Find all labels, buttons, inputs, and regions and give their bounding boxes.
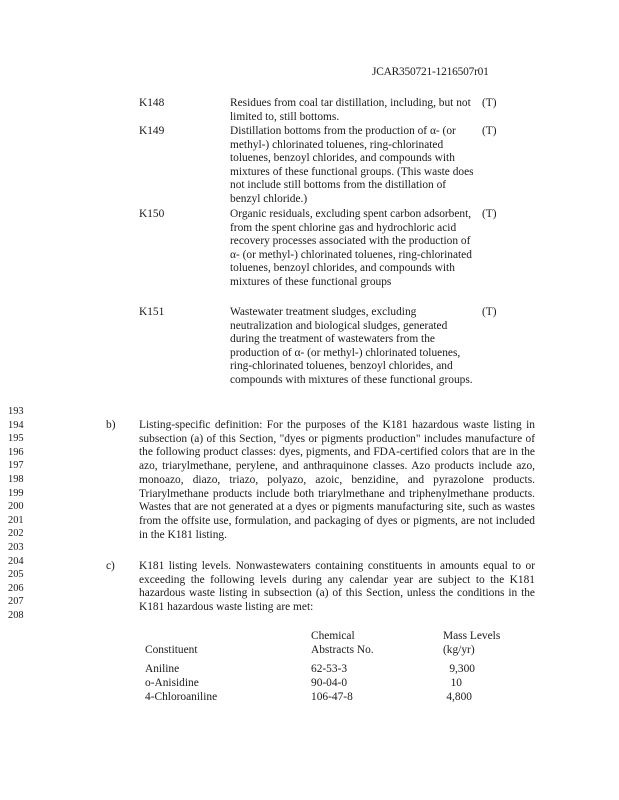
line-numbers [8,405,40,623]
line-number: 202 [8,528,24,540]
column-header-mass-line2: (kg/yr) [443,644,475,656]
table-cell-constituent: Aniline [145,663,180,675]
line-number: 201 [8,514,24,526]
hazard-code: (T) [482,125,497,137]
section-c-label: c) [106,560,115,572]
section-c-text: K181 listing levels. Nonwastewaters containing constituents in amounts equal to or exceeding the following levels during any calendar year are subject to the K181 hazardous waste listing in subsection (a) of this Section, unless the conditions in the K181 hazardous waste listing are met: [139,560,535,614]
column-header-cas-line2: Abstracts No. [311,644,374,656]
line-number: 208 [8,609,24,621]
waste-description: Distillation bottoms from the production of α- (or methyl-) chlorinated toluenes, ring-chlorinated toluenes, benzoyl chlorides, and compounds with mixtures of these functional groups. (This waste does not include still bottoms from the distillation of benzyl chloride.) [230,125,474,205]
column-header-mass-line1: Mass Levels [443,630,501,642]
table-cell-constituent: 4-Chloroaniline [145,691,218,703]
section-b-text: Listing-specific definition: For the purposes of the K181 hazardous waste listing in subsection (a) of this Section, "dyes or pigments production" includes manufacture of the following product classes: dyes, pigments, and FDA-certified colors that are in the azo, triarylmethane, perylene, and anthraquinone classes. Azo products include azo, monoazo, diazo, triazo, polyazo, azoic, benzidine, and pyrazolone products. Triarylmethane products include both triarylmethane and triphenylmethane products. Wastes that are not generated at a dyes or pigments manufacturing site, such as wastes from the offsite use, formulation, and packaging of dyes or pigments, are not included in the K181 listing. [139,419,535,541]
line-number: 207 [8,596,24,608]
waste-description: Wastewater treatment sludges, excluding neutralization and biological sludges, generated during the treatment of wastewaters from the production of α- (or methyl-) chlorinated toluenes, ring-chlorinated toluenes, benzoyl chlorides, and compounds with mixtures of these functional groups. [230,306,473,386]
waste-code: K150 [139,208,165,220]
line-number: 197 [8,460,24,472]
waste-code: K149 [139,125,165,137]
line-number: 205 [8,569,24,581]
line-number: 193 [8,406,24,417]
table-cell-mass: 4,800 [446,691,472,703]
document-id: JCAR350721-1216507r01 [372,66,489,78]
line-number: 203 [8,541,24,553]
table-cell-constituent: o-Anisidine [145,677,199,689]
waste-code: K151 [139,306,165,318]
line-number: 206 [8,582,24,594]
table-cell-mass: 10 [450,677,462,689]
line-number: 195 [8,433,24,445]
section-b-label: b) [106,419,116,431]
waste-description: Organic residuals, excluding spent carbon adsorbent, from the spent chlorine gas and hydrochloric acid recovery processes associated with the production of α- (or methyl-) chlorinated toluenes, ring-chlorinated toluenes, benzoyl chlorides, and compounds with mixtures of these functional groups [230,208,472,288]
hazard-code: (T) [482,208,497,220]
column-header-constituent: Constituent [145,644,198,656]
line-number: 194 [8,419,24,431]
line-number: 198 [8,473,24,485]
hazard-code: (T) [482,306,497,318]
table-cell-mass: 9,300 [449,663,475,675]
line-number: 199 [8,487,24,499]
table-cell-cas: 90-04-0 [311,677,348,689]
hazard-code: (T) [482,97,497,109]
line-number: 196 [8,446,24,458]
table-cell-cas: 62-53-3 [311,663,348,675]
line-number: 204 [8,555,24,567]
waste-description: Residues from coal tar distillation, including, but not limited to, still bottoms. [230,97,471,123]
table-cell-cas: 106-47-8 [311,691,353,703]
column-header-cas-line1: Chemical [311,630,355,642]
line-number: 200 [8,501,24,513]
waste-code: K148 [139,97,165,109]
